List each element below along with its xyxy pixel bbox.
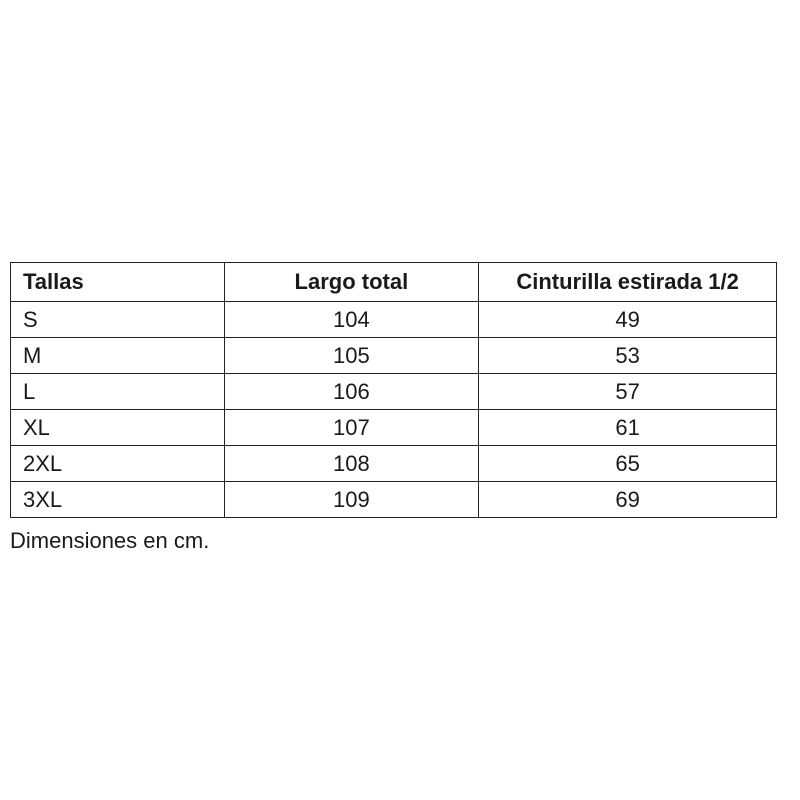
- cell-size: 2XL: [11, 446, 225, 482]
- table-body: [11, 302, 777, 518]
- table-row: [11, 302, 777, 338]
- cell-size: XL: [11, 410, 225, 446]
- table-row: [11, 338, 777, 374]
- cell-length: 109: [224, 482, 479, 518]
- size-chart-table: [10, 262, 777, 518]
- cell-length: 107: [224, 410, 479, 446]
- cell-waist: 49: [479, 302, 777, 338]
- header-cinturilla: Cinturilla estirada 1/2: [479, 263, 777, 302]
- table-row: [11, 410, 777, 446]
- cell-waist: 69: [479, 482, 777, 518]
- header-largo-total: Largo total: [224, 263, 479, 302]
- cell-size: M: [11, 338, 225, 374]
- header-tallas: Tallas: [11, 263, 225, 302]
- cell-size: 3XL: [11, 482, 225, 518]
- cell-size: S: [11, 302, 225, 338]
- cell-length: 105: [224, 338, 479, 374]
- dimensions-note: Dimensiones en cm.: [10, 528, 210, 553]
- header-row: [11, 263, 777, 302]
- cell-waist: 57: [479, 374, 777, 410]
- cell-length: 108: [224, 446, 479, 482]
- table-header: [11, 263, 777, 302]
- cell-size: L: [11, 374, 225, 410]
- table-row: [11, 374, 777, 410]
- cell-waist: 53: [479, 338, 777, 374]
- table-row: [11, 446, 777, 482]
- cell-waist: 65: [479, 446, 777, 482]
- cell-length: 106: [224, 374, 479, 410]
- table-row: [11, 482, 777, 518]
- cell-waist: 61: [479, 410, 777, 446]
- cell-length: 104: [224, 302, 479, 338]
